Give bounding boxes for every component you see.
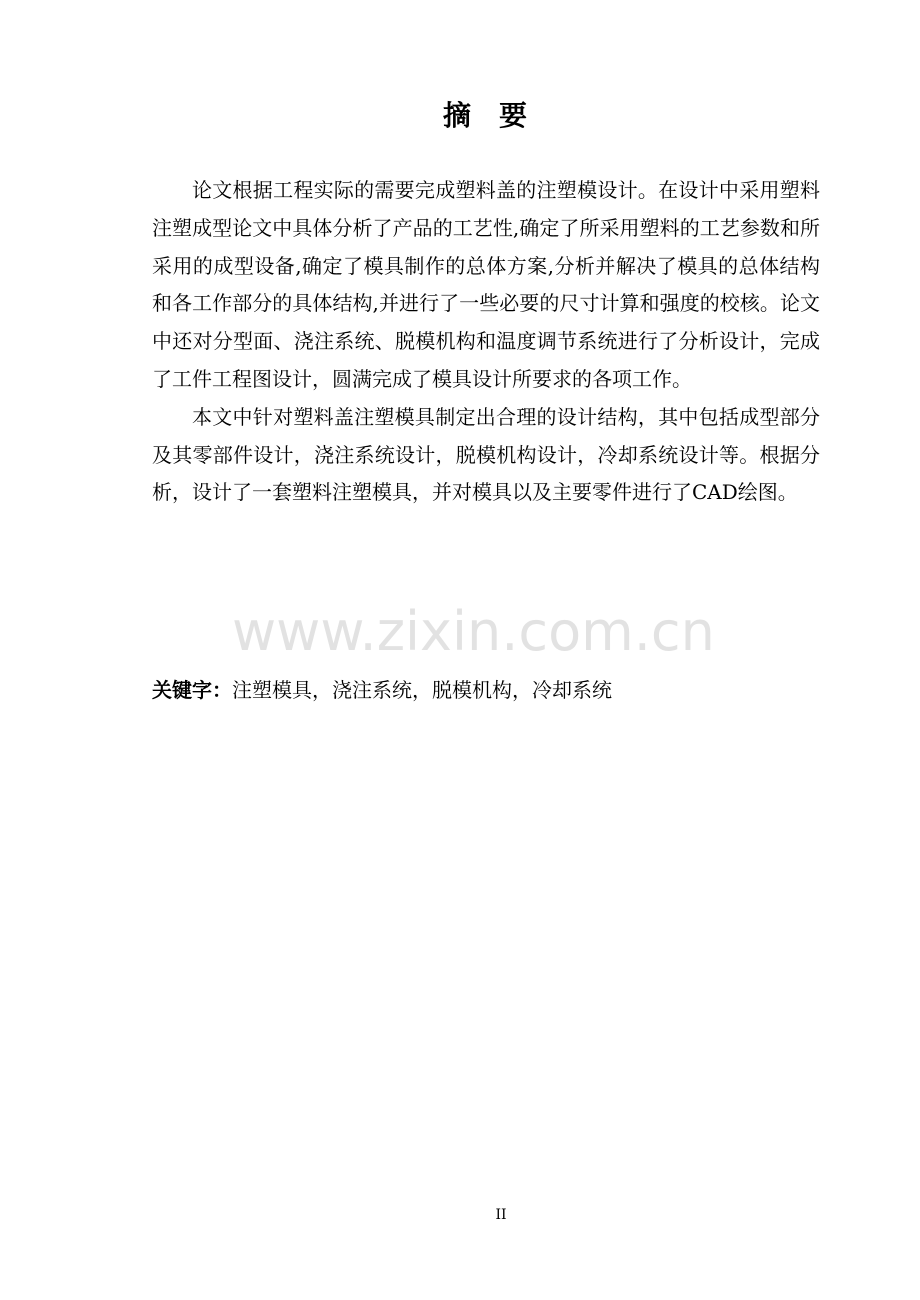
title-char-1: 摘 (442, 99, 471, 132)
keywords-value: 注塑模具，浇注系统，脱模机构，冷却系统 (232, 678, 612, 702)
page-number: II (495, 1207, 507, 1223)
title-char-2: 要 (499, 99, 528, 132)
keywords-line (152, 672, 820, 710)
abstract-body (152, 172, 820, 512)
abstract-paragraph-2: 本文中针对塑料盖注塑模具制定出合理的设计结构，其中包括成型部分及其零部件设计，浇注系统设计，脱模机构设计，冷却系统设计等。根据分析，设计了一套塑料注塑模具，并对模具以及主要零件进行了CAD绘图。 (152, 404, 820, 505)
watermark-text: www.zixin.com.cn (232, 600, 715, 663)
keywords-label: 关键字： (152, 678, 232, 702)
abstract-title (0, 96, 920, 136)
abstract-paragraph-1: 论文根据工程实际的需要完成塑料盖的注塑模设计。在设计中采用塑料注塑成型论文中具体分析了产品的工艺性,确定了所采用塑料的工艺参数和所采用的成型设备,确定了模具制作的总体方案,分析并解决了模具的总体结构和各工作部分的具体结构,并进行了一些必要的尺寸计算和强度的校核。论文中还对分型面、浇注系统、脱模机构和温度调节系统进行了分析设计，完成了工件工程图设计，圆满完成了模具设计所要求的各项工作。 (152, 178, 820, 391)
